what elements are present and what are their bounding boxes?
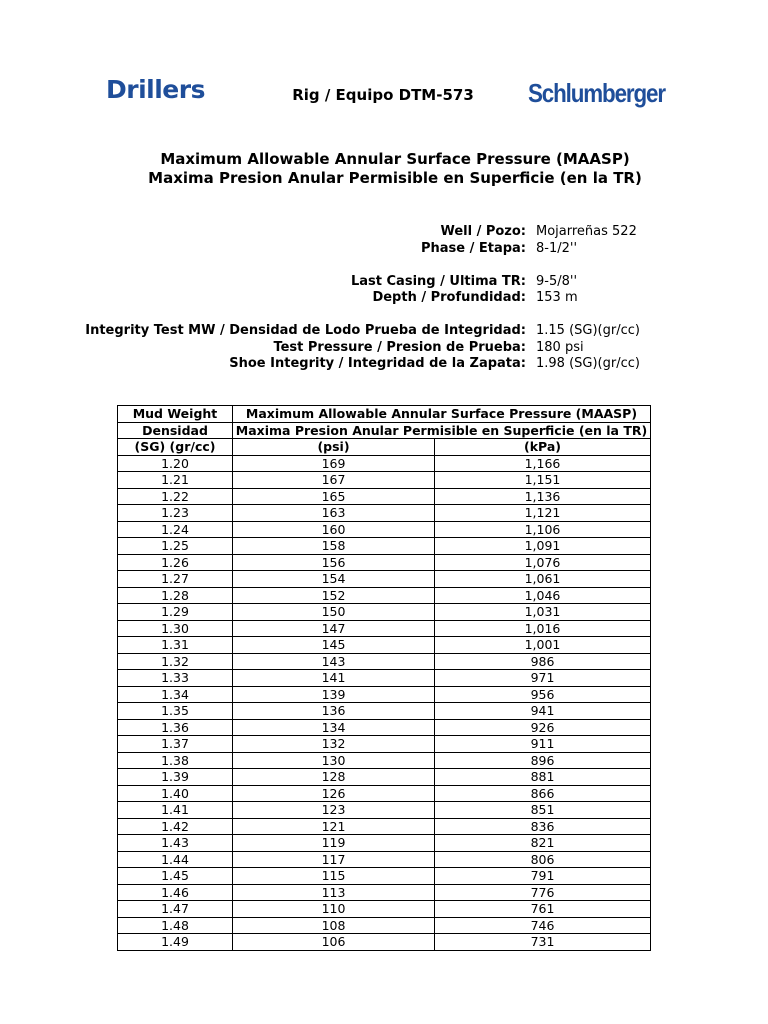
kpa-cell: 1,151 — [435, 472, 651, 489]
mud-weight-cell: 1.26 — [118, 554, 233, 571]
kpa-cell: 1,076 — [435, 554, 651, 571]
test-mw-row — [0, 323, 768, 340]
mud-weight-cell: 1.42 — [118, 818, 233, 835]
psi-cell: 115 — [233, 868, 435, 885]
mud-weight-cell: 1.29 — [118, 604, 233, 621]
psi-cell: 158 — [233, 538, 435, 555]
psi-cell: 132 — [233, 736, 435, 753]
test-mw-value: 1.15 (SG)(gr/cc) — [536, 323, 640, 338]
table-row — [118, 835, 651, 852]
kpa-cell: 896 — [435, 752, 651, 769]
mud-weight-cell: 1.20 — [118, 455, 233, 472]
psi-cell: 106 — [233, 934, 435, 951]
table-row — [118, 488, 651, 505]
mud-weight-header-2: Densidad — [118, 422, 233, 439]
mud-weight-cell: 1.38 — [118, 752, 233, 769]
table-row — [118, 917, 651, 934]
document-title — [0, 150, 768, 188]
mud-weight-cell: 1.23 — [118, 505, 233, 522]
kpa-cell: 1,001 — [435, 637, 651, 654]
mud-weight-cell: 1.24 — [118, 521, 233, 538]
table-row — [118, 571, 651, 588]
table-row — [118, 868, 651, 885]
test-mw-label: Integrity Test MW / Densidad de Lodo Prueba de Integridad: — [85, 323, 526, 338]
kpa-cell: 1,016 — [435, 620, 651, 637]
psi-cell: 156 — [233, 554, 435, 571]
psi-cell: 150 — [233, 604, 435, 621]
psi-cell: 139 — [233, 686, 435, 703]
mud-weight-cell: 1.33 — [118, 670, 233, 687]
test-pressure-value: 180 psi — [536, 339, 584, 355]
kpa-cell: 1,046 — [435, 587, 651, 604]
mud-weight-cell: 1.43 — [118, 835, 233, 852]
table-row — [118, 934, 651, 951]
table-row — [118, 554, 651, 571]
mud-weight-cell: 1.36 — [118, 719, 233, 736]
table-row — [118, 538, 651, 555]
psi-cell: 145 — [233, 637, 435, 654]
mud-weight-cell: 1.32 — [118, 653, 233, 670]
phase-label: Phase / Etapa: — [420, 240, 526, 256]
table-row — [118, 703, 651, 720]
kpa-cell: 1,091 — [435, 538, 651, 555]
kpa-cell: 1,106 — [435, 521, 651, 538]
mud-weight-cell: 1.46 — [118, 884, 233, 901]
table-row — [118, 521, 651, 538]
kpa-cell: 731 — [435, 934, 651, 951]
table-row — [118, 472, 651, 489]
table-row — [118, 769, 651, 786]
schlumberger-logo: Schlumberger — [528, 78, 665, 108]
shoe-integrity-row — [0, 356, 768, 373]
table-row — [118, 620, 651, 637]
depth-label: Depth / Profundidad: — [372, 290, 526, 305]
mud-weight-cell: 1.22 — [118, 488, 233, 505]
table-row — [118, 604, 651, 621]
psi-cell: 119 — [233, 835, 435, 852]
mud-weight-cell: 1.34 — [118, 686, 233, 703]
kpa-cell: 1,121 — [435, 505, 651, 522]
mud-weight-cell: 1.44 — [118, 851, 233, 868]
psi-cell: 126 — [233, 785, 435, 802]
psi-cell: 121 — [233, 818, 435, 835]
maasp-header-english: Maximum Allowable Annular Surface Pressure (MAASP) — [233, 406, 651, 423]
mud-weight-header-1: Mud Weight — [118, 406, 233, 423]
drillers-logo-text: Drillers — [106, 75, 205, 104]
psi-cell: 110 — [233, 901, 435, 918]
table-row — [118, 802, 651, 819]
maasp-table-body — [118, 455, 651, 950]
casing-value: 9-5/8'' — [536, 273, 578, 289]
shoe-integrity-label: Shoe Integrity / Integridad de la Zapata: — [229, 356, 526, 371]
mud-weight-cell: 1.31 — [118, 637, 233, 654]
mud-weight-cell: 1.35 — [118, 703, 233, 720]
kpa-unit-header: (kPa) — [435, 439, 651, 456]
mud-weight-cell: 1.25 — [118, 538, 233, 555]
table-row — [118, 752, 651, 769]
mud-weight-cell: 1.37 — [118, 736, 233, 753]
kpa-cell: 776 — [435, 884, 651, 901]
kpa-cell: 806 — [435, 851, 651, 868]
casing-row — [0, 274, 768, 291]
mud-weight-cell: 1.49 — [118, 934, 233, 951]
table-row — [118, 587, 651, 604]
title-line-spanish: Maxima Presion Anular Permisible en Superficie (en la TR) — [148, 169, 642, 187]
kpa-cell: 941 — [435, 703, 651, 720]
mud-weight-cell: 1.21 — [118, 472, 233, 489]
depth-value: 153 m — [536, 290, 578, 305]
mud-weight-cell: 1.28 — [118, 587, 233, 604]
kpa-cell: 956 — [435, 686, 651, 703]
depth-row — [0, 290, 768, 307]
psi-cell: 165 — [233, 488, 435, 505]
maasp-header-spanish: Maxima Presion Anular Permisible en Superficie (en la TR) — [233, 422, 651, 439]
kpa-cell: 1,031 — [435, 604, 651, 621]
table-row — [118, 455, 651, 472]
kpa-cell: 866 — [435, 785, 651, 802]
phase-row — [0, 241, 768, 258]
kpa-cell: 971 — [435, 670, 651, 687]
psi-cell: 136 — [233, 703, 435, 720]
test-pressure-row — [0, 340, 768, 357]
mud-weight-cell: 1.39 — [118, 769, 233, 786]
table-row — [118, 670, 651, 687]
maasp-table — [117, 405, 651, 951]
casing-label: Last Casing / Ultima TR: — [350, 273, 526, 289]
psi-unit-header: (psi) — [233, 439, 435, 456]
kpa-cell: 911 — [435, 736, 651, 753]
table-row — [118, 818, 651, 835]
table-row — [118, 686, 651, 703]
kpa-cell: 821 — [435, 835, 651, 852]
table-row — [118, 736, 651, 753]
mud-weight-unit-header: (SG) (gr/cc) — [118, 439, 233, 456]
phase-value: 8-1/2'' — [536, 240, 578, 256]
psi-cell: 130 — [233, 752, 435, 769]
psi-cell: 160 — [233, 521, 435, 538]
table-row — [118, 901, 651, 918]
mud-weight-cell: 1.41 — [118, 802, 233, 819]
mud-weight-cell: 1.40 — [118, 785, 233, 802]
psi-cell: 117 — [233, 851, 435, 868]
mud-weight-cell: 1.48 — [118, 917, 233, 934]
mud-weight-cell: 1.30 — [118, 620, 233, 637]
psi-cell: 147 — [233, 620, 435, 637]
table-row — [118, 719, 651, 736]
kpa-cell: 926 — [435, 719, 651, 736]
psi-cell: 169 — [233, 455, 435, 472]
kpa-cell: 746 — [435, 917, 651, 934]
kpa-cell: 986 — [435, 653, 651, 670]
psi-cell: 163 — [233, 505, 435, 522]
psi-cell: 167 — [233, 472, 435, 489]
table-row — [118, 851, 651, 868]
test-pressure-label: Test Pressure / Presion de Prueba: — [273, 339, 526, 355]
kpa-cell: 881 — [435, 769, 651, 786]
psi-cell: 113 — [233, 884, 435, 901]
mud-weight-cell: 1.27 — [118, 571, 233, 588]
well-value: Mojarreñas 522 — [536, 224, 637, 239]
table-row — [118, 884, 651, 901]
mud-weight-cell: 1.45 — [118, 868, 233, 885]
table-row — [118, 785, 651, 802]
psi-cell: 128 — [233, 769, 435, 786]
psi-cell: 141 — [233, 670, 435, 687]
kpa-cell: 851 — [435, 802, 651, 819]
kpa-cell: 1,136 — [435, 488, 651, 505]
mud-weight-cell: 1.47 — [118, 901, 233, 918]
kpa-cell: 791 — [435, 868, 651, 885]
title-line-english: Maximum Allowable Annular Surface Pressure (MAASP) — [160, 150, 630, 168]
well-info-block — [0, 224, 768, 373]
psi-cell: 143 — [233, 653, 435, 670]
rig-title: Rig / Equipo DTM-573 — [292, 86, 474, 104]
kpa-cell: 836 — [435, 818, 651, 835]
psi-cell: 123 — [233, 802, 435, 819]
kpa-cell: 761 — [435, 901, 651, 918]
kpa-cell: 1,061 — [435, 571, 651, 588]
psi-cell: 134 — [233, 719, 435, 736]
table-row — [118, 505, 651, 522]
psi-cell: 108 — [233, 917, 435, 934]
well-label: Well / Pozo: — [440, 224, 526, 239]
table-row — [118, 653, 651, 670]
table-row — [118, 637, 651, 654]
psi-cell: 154 — [233, 571, 435, 588]
kpa-cell: 1,166 — [435, 455, 651, 472]
shoe-integrity-value: 1.98 (SG)(gr/cc) — [536, 356, 640, 371]
psi-cell: 152 — [233, 587, 435, 604]
well-row — [0, 224, 768, 241]
